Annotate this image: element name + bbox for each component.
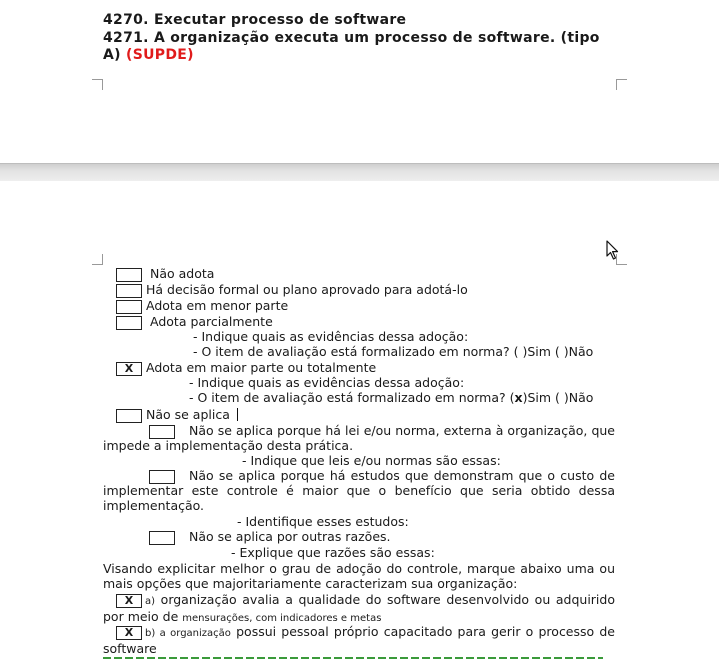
grau-intro: Visando explicitar melhor o grau de adoção do controle, marque abaixo uma ou mais opções que majoritariamente caracterizam sua organização: xyxy=(103,561,615,591)
margin-corner-top-left xyxy=(92,254,103,265)
margin-corner-bottom-left xyxy=(92,79,103,90)
checkbox-parcialmente[interactable] xyxy=(116,316,142,330)
nsa-lei-text: Não se aplica porque há lei e/ou norma, externa à organização, que impede a implementação desta prática. xyxy=(103,423,615,453)
next-line-cut xyxy=(103,655,603,659)
checkbox-decisao-formal[interactable] xyxy=(116,284,142,298)
label-decisao-formal: Há decisão formal ou plano aprovado para adotá-lo xyxy=(146,282,468,297)
checkbox-nao-adota[interactable] xyxy=(116,268,142,282)
indique-evidencias-1: - Indique quais as evidências dessa adoção: xyxy=(193,329,469,344)
grau-b-main: possui pessoal próprio capacitado para gerir o processo de software xyxy=(103,624,615,656)
grau-a-letter: a) xyxy=(145,596,156,607)
margin-corner-bottom-right xyxy=(616,79,627,90)
item-avaliacao-2-mark: x xyxy=(514,390,523,405)
label-nao-adota: Não adota xyxy=(150,266,215,281)
heading-4270: 4270. Executar processo de software xyxy=(103,12,407,28)
nsa-custo-text: Não se aplica porque há estudos que demonstram que o custo de implementar este controle é maior que o benefício que seria obtido dessa implementação. xyxy=(103,468,615,513)
grau-a-main: organização avalia a qualidade do software desenvolvido ou adquirido por meio de xyxy=(103,592,615,624)
item-avaliacao-2 xyxy=(189,390,593,405)
label-menor-parte: Adota em menor parte xyxy=(146,298,289,313)
nsa-outras-followup: - Explique que razões são essas: xyxy=(231,545,435,560)
checkbox-maior-parte[interactable]: X xyxy=(116,362,142,376)
nsa-lei-followup: - Indique que leis e/ou normas são essas: xyxy=(242,453,501,468)
supde-tag: (SUPDE) xyxy=(126,47,194,63)
page-gap xyxy=(0,163,719,182)
heading-tipo: A) xyxy=(103,47,121,63)
checkbox-nsa-outras[interactable] xyxy=(149,531,175,545)
grau-b-small: b) a organização xyxy=(145,628,231,639)
label-nao-se-aplica: Não se aplica xyxy=(146,407,230,422)
text-cursor xyxy=(237,408,238,421)
item-avaliacao-2-pre: - O item de avaliação está formalizado em norma? ( xyxy=(189,390,515,405)
grau-b-text xyxy=(103,624,615,656)
nsa-outras-text: Não se aplica por outras razões. xyxy=(189,529,391,544)
label-maior-parte: Adota em maior parte ou totalmente xyxy=(146,360,377,375)
mouse-pointer-icon xyxy=(606,240,620,260)
page-previous xyxy=(0,0,719,163)
heading-4271: 4271. A organização executa um processo de software. (tipo xyxy=(103,30,600,46)
checkbox-menor-parte[interactable] xyxy=(116,300,142,314)
grau-a-text xyxy=(103,592,615,626)
heading-4271-cont xyxy=(103,47,194,63)
checkbox-grau-b[interactable]: X xyxy=(116,626,142,640)
grau-a-small: mensurações, com indicadores e metas xyxy=(182,613,382,624)
nsa-custo-followup: - Identifique esses estudos: xyxy=(237,514,409,529)
item-avaliacao-1: - O item de avaliação está formalizado em norma? ( )Sim ( )Não xyxy=(193,344,594,359)
indique-evidencias-2: - Indique quais as evidências dessa adoção: xyxy=(189,375,465,390)
checkbox-nao-se-aplica[interactable] xyxy=(116,409,142,423)
checkbox-grau-a[interactable]: X xyxy=(116,594,142,608)
label-parcialmente: Adota parcialmente xyxy=(150,314,273,329)
item-avaliacao-2-post: )Sim ( )Não xyxy=(522,390,594,405)
